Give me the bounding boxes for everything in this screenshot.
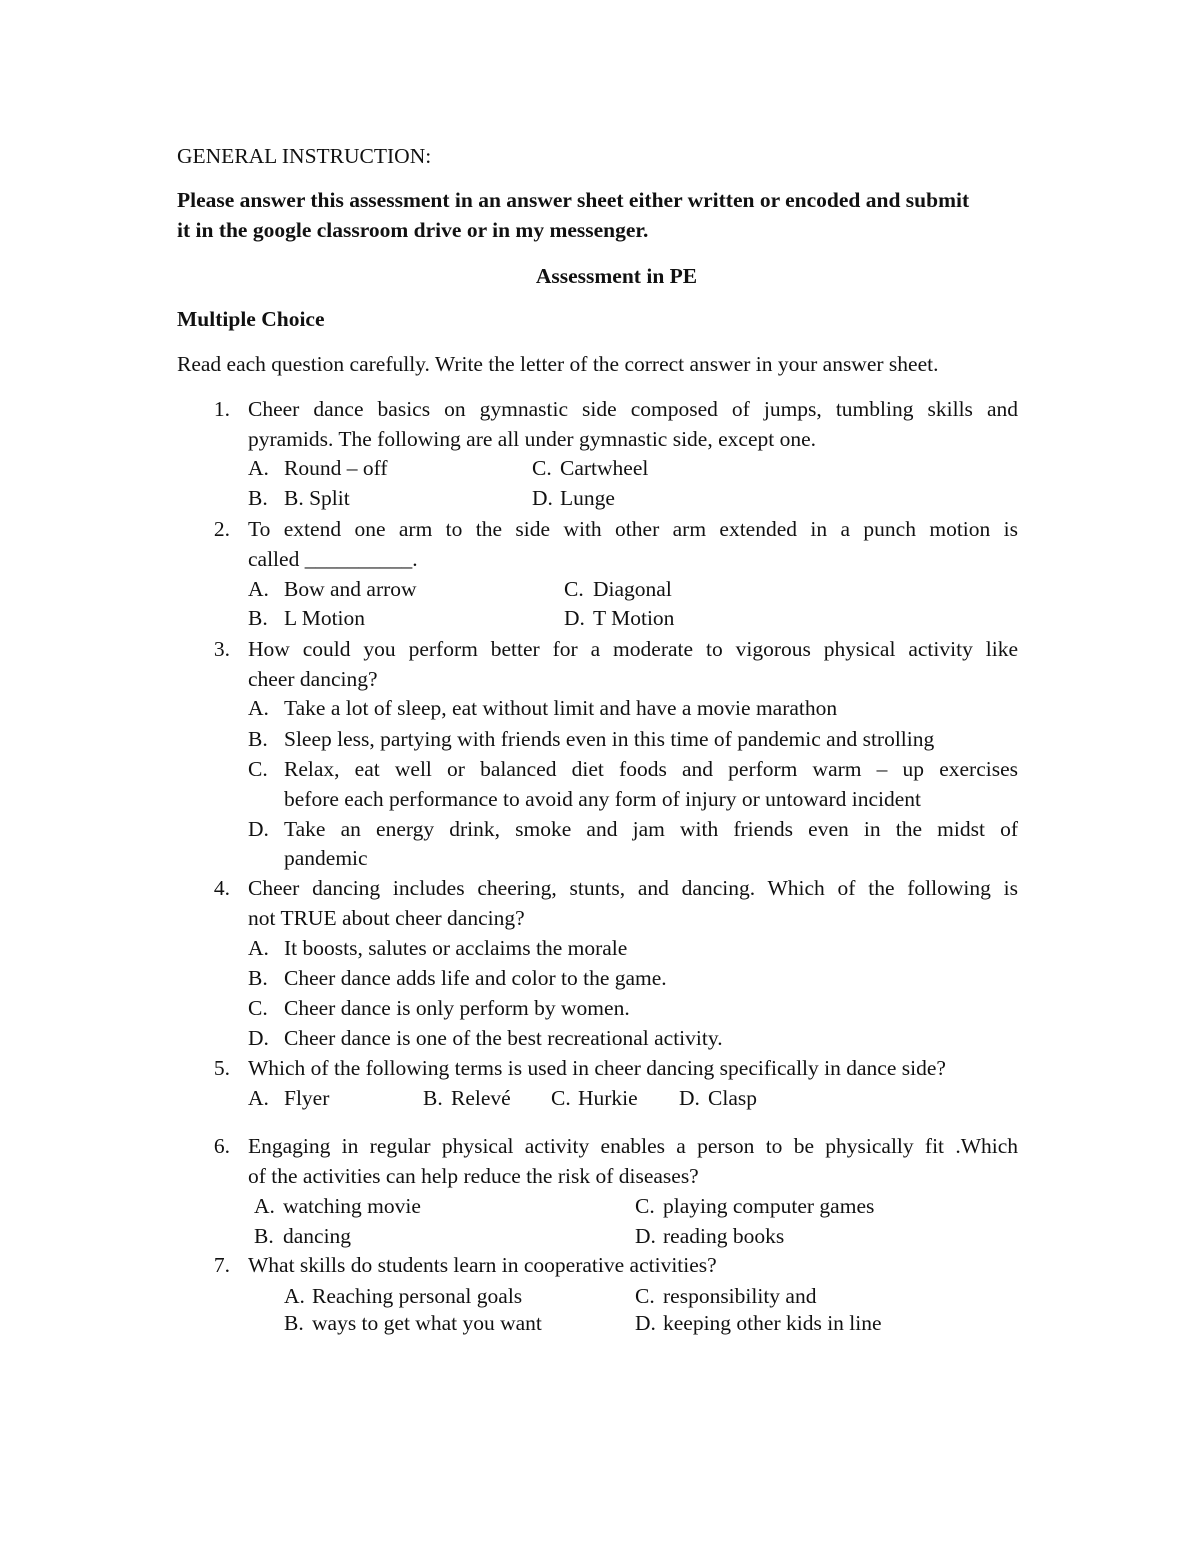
question-number: 5. xyxy=(213,1056,230,1080)
option-letter: C. xyxy=(248,996,268,1020)
question-text: Which of the following terms is used in cheer dancing specifically in dance side? xyxy=(248,1056,946,1080)
option-text: Clasp xyxy=(708,1086,757,1110)
question-number: 3. xyxy=(213,637,230,661)
option-letter: D. xyxy=(564,606,585,630)
option-letter: C. xyxy=(564,577,584,601)
option-letter: D. xyxy=(635,1311,656,1335)
option-text: It boosts, salutes or acclaims the morale xyxy=(284,936,628,960)
option-text: Flyer xyxy=(284,1086,330,1110)
option-letter: A. xyxy=(254,1194,275,1218)
question-text: of the activities can help reduce the risk of diseases? xyxy=(248,1164,699,1188)
option-letter: C. xyxy=(635,1194,655,1218)
option-text: Diagonal xyxy=(593,577,672,601)
option-text: Relax, eat well or balanced diet foods and perform warm – up exercises xyxy=(284,757,1018,781)
option-text: Take a lot of sleep, eat without limit and have a movie marathon xyxy=(284,696,838,720)
instruction-line-1: Please answer this assessment in an answer sheet either written or encoded and submit xyxy=(177,188,970,212)
section-title: Multiple Choice xyxy=(177,307,325,331)
option-text-continued: pandemic xyxy=(284,846,368,870)
question-text: How could you perform better for a moderate to vigorous physical activity like xyxy=(248,637,1018,661)
question-text: pyramids. The following are all under gymnastic side, except one. xyxy=(248,427,816,451)
question-text: Engaging in regular physical activity enables a person to be physically fit .Which xyxy=(248,1134,1018,1158)
option-letter: D. xyxy=(248,1026,269,1050)
general-instruction-heading: GENERAL INSTRUCTION: xyxy=(177,144,432,168)
option-letter: B. xyxy=(254,1224,274,1248)
option-text: Cheer dance is one of the best recreational activity. xyxy=(284,1026,723,1050)
option-text: Reaching personal goals xyxy=(312,1284,523,1308)
option-text: Relevé xyxy=(451,1086,511,1110)
option-letter: C. xyxy=(532,456,552,480)
option-letter: D. xyxy=(635,1224,656,1248)
directions: Read each question carefully. Write the letter of the correct answer in your answer sheet. xyxy=(177,352,939,376)
option-text: Lunge xyxy=(560,486,615,510)
assessment-title: Assessment in PE xyxy=(535,264,698,288)
option-letter: C. xyxy=(635,1284,655,1308)
option-letter: B. xyxy=(248,486,268,510)
question-number: 6. xyxy=(213,1134,230,1158)
question-text: not TRUE about cheer dancing? xyxy=(248,906,525,930)
option-text: keeping other kids in line xyxy=(663,1311,882,1335)
question-number: 4. xyxy=(213,876,230,900)
question-text: What skills do students learn in cooperative activities? xyxy=(248,1253,717,1277)
option-letter: B. xyxy=(248,966,268,990)
option-text: dancing xyxy=(283,1224,352,1248)
question-text: called __________. xyxy=(248,547,418,571)
option-letter: A. xyxy=(248,456,269,480)
option-letter: D. xyxy=(248,817,269,841)
option-text: Sleep less, partying with friends even in this time of pandemic and strolling xyxy=(284,727,935,751)
option-text: reading books xyxy=(663,1224,785,1248)
option-letter: B. xyxy=(248,727,268,751)
option-letter: B. xyxy=(284,1311,304,1335)
option-letter: A. xyxy=(248,577,269,601)
option-letter: D. xyxy=(532,486,553,510)
question-text: To extend one arm to the side with other arm extended in a punch motion is xyxy=(248,517,1018,541)
option-letter: B. xyxy=(423,1086,443,1110)
option-text-continued: before each performance to avoid any form of injury or untoward incident xyxy=(284,787,921,811)
option-text: L Motion xyxy=(284,606,366,630)
option-text: Cheer dance adds life and color to the game. xyxy=(284,966,667,990)
question-text: Cheer dance basics on gymnastic side composed of jumps, tumbling skills and xyxy=(248,397,1018,421)
option-text: B. Split xyxy=(284,486,350,510)
option-letter: C. xyxy=(551,1086,571,1110)
question-text: Cheer dancing includes cheering, stunts, and dancing. Which of the following is xyxy=(248,876,1018,900)
option-text: Round – off xyxy=(284,456,388,480)
option-text: T Motion xyxy=(593,606,675,630)
instruction-line-2: it in the google classroom drive or in my messenger. xyxy=(177,218,649,242)
option-text: Cheer dance is only perform by women. xyxy=(284,996,630,1020)
option-text: responsibility and xyxy=(663,1284,817,1308)
option-text: Cartwheel xyxy=(560,456,649,480)
option-text: Hurkie xyxy=(578,1086,638,1110)
option-letter: B. xyxy=(248,606,268,630)
option-text: playing computer games xyxy=(663,1194,875,1218)
question-text: cheer dancing? xyxy=(248,667,378,691)
option-text: Take an energy drink, smoke and jam with friends even in the midst of xyxy=(284,817,1018,841)
question-number: 1. xyxy=(213,397,230,421)
option-text: watching movie xyxy=(283,1194,421,1218)
option-letter: D. xyxy=(679,1086,700,1110)
option-letter: A. xyxy=(248,1086,269,1110)
question-number: 7. xyxy=(213,1253,230,1277)
option-letter: A. xyxy=(248,936,269,960)
question-number: 2. xyxy=(213,517,230,541)
option-text: ways to get what you want xyxy=(312,1311,542,1335)
option-letter: A. xyxy=(284,1284,305,1308)
option-letter: A. xyxy=(248,696,269,720)
option-text: Bow and arrow xyxy=(284,577,417,601)
option-letter: C. xyxy=(248,757,268,781)
